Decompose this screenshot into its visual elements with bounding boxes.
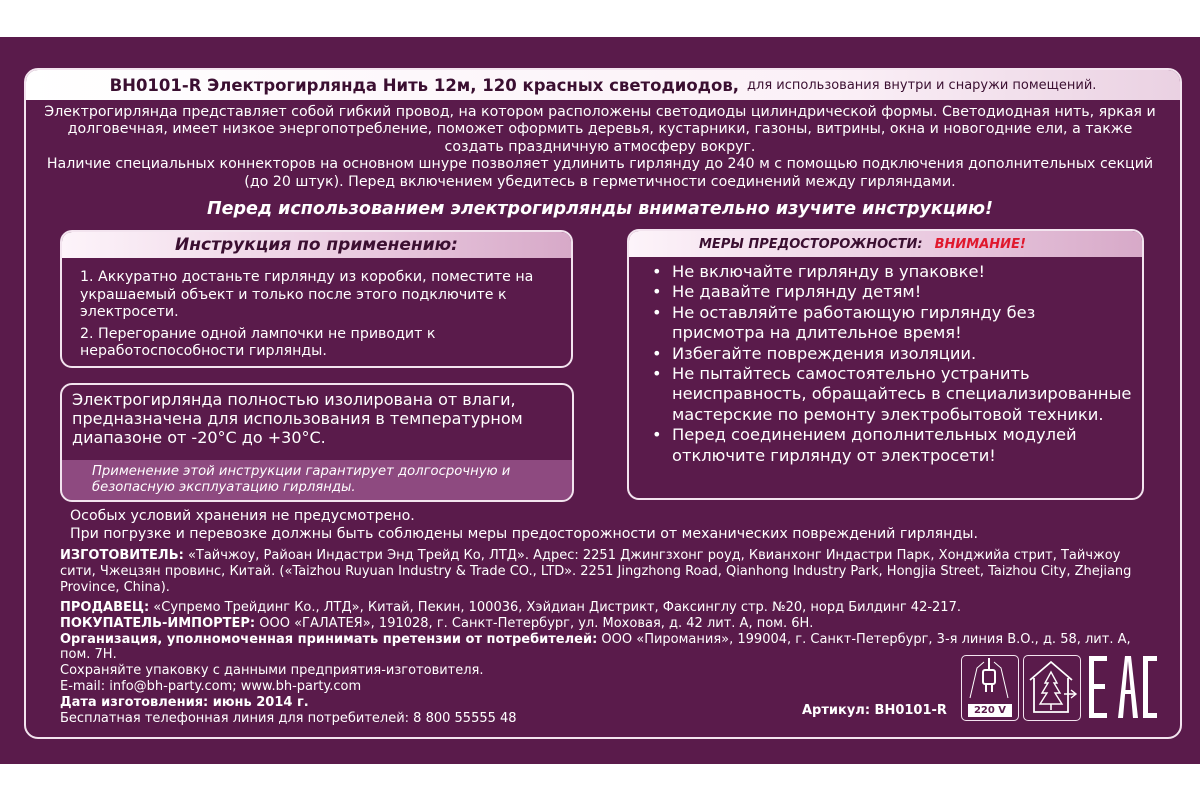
contacts-line: E-mail: info@bh-party.com; www.bh-party.com xyxy=(60,679,362,695)
importer-label: ПОКУПАТЕЛЬ-ИМПОРТЕР: xyxy=(60,615,256,631)
precaution-item: • Не оставляйте работающую гирлянду без присмотра на длительное время! xyxy=(652,303,1132,344)
product-title: BH0101-R Электрогирлянда Нить 12м, 120 красных светодиодов, xyxy=(109,75,740,95)
attention-label: ВНИМАНИЕ! xyxy=(934,236,1026,252)
plug-220v-icon xyxy=(961,655,1019,721)
precautions-heading: МЕРЫ ПРЕДОСТОРОЖНОСТИ: xyxy=(699,236,923,252)
instruction-item: 2. Перегорание одной лампочки не приводит к неработоспособности гирлянды. xyxy=(80,325,436,359)
precaution-item: • Не включайте гирлянду в упаковке! xyxy=(652,262,1132,282)
intro-paragraph-1: Электрогирлянда представляет собой гибкий провод, на котором расположены светодиоды цилиндрической формы. Светодиодная нить, яркая и долговечная, имеет низкое энергопотребление, поможет оформить деревья, кустарники, газоны, витрины, окна и новогодние ели, а также создать праздничную атмосферу вокруг. xyxy=(44,104,1156,155)
manufacturer-line xyxy=(60,548,1150,596)
seller-line xyxy=(60,600,1150,616)
manufacture-date-label: Дата изготовления: июнь 2014 г. xyxy=(60,695,309,711)
storage-notes xyxy=(70,508,1150,543)
read-instructions-warning: Перед использованием электрогирлянды внимательно изучите инструкцию! xyxy=(207,199,993,219)
moisture-text: Электрогирлянда полностью изолирована от влаги, предназначена для использования в температурном диапазоне от -20°С до +30°С. xyxy=(72,390,523,447)
seller-label: ПРОДАВЕЦ: xyxy=(60,599,150,615)
instruction-item: 1. Аккуратно достаньте гирлянду из коробки, поместите на украшаемый объект и только после этого подключите к электросети. xyxy=(80,269,534,320)
claims-org-label: Организация, уполномоченная принимать претензии от потребителей: xyxy=(60,631,598,647)
title-bar xyxy=(26,70,1180,100)
precautions-header xyxy=(629,231,1142,257)
intro-paragraph-2: Наличие специальных коннекторов на основном шнуре позволяет удлинить гирлянду до 240 м с помощью подключения дополнительных секций (до 20 штук). Перед включением убедитесь в герметичности соединений между гирляндами. xyxy=(46,156,1154,190)
precaution-item: • Не пытайтесь самостоятельно устранить неисправность, обращайтесь в специализированные мастерские по ремонту электробытовой техники. xyxy=(652,364,1132,425)
manufacturer-label: ИЗГОТОВИТЕЛЬ: xyxy=(60,548,184,563)
instructions-heading: Инструкция по применению: xyxy=(62,232,571,258)
guarantee-text: Применение этой инструкции гарантирует долгосрочную и безопасную эксплуатацию гирлянды. xyxy=(92,464,511,495)
instructions-list xyxy=(80,269,560,365)
article-number: Артикул: BH0101-R xyxy=(802,703,947,718)
intro-text xyxy=(40,104,1160,191)
precaution-item: • Не давайте гирлянду детям! xyxy=(652,282,1132,302)
precaution-item: • Перед соединением дополнительных модулей отключите гирлянду от электросети! xyxy=(652,425,1132,466)
precautions-list xyxy=(652,262,1132,466)
storage-line-2: При погрузке и перевозке должны быть соблюдены меры предосторожности от механических повреждений гирлянды. xyxy=(70,525,978,542)
product-subtitle: для использования внутри и снаружи помещений. xyxy=(747,77,1097,93)
keep-package-line: Сохраняйте упаковку с данными предприятия-изготовителя. xyxy=(60,663,484,679)
voltage-label: 220 V xyxy=(968,704,1012,717)
precaution-item: • Избегайте повреждения изоляции. xyxy=(652,344,1132,364)
manufacturer-text: «Тайчжоу, Райоан Индастри Энд Трейд Ко, ЛТД». Адрес: 2251 Джингзхонг роуд, Квианхонг Индастри Парк, Хонджийа стрит, Тайчжоу сити, Чжецзян провинс, Китай. («Taizhou Ruyuan Industry & Trade CO., LTD». 2251 Jingzhong Road, Qianhong Industry Park, Hongjia Street, Taizhou City, Zhejiang Province, China). xyxy=(60,548,1132,595)
claims-org-text: ООО «Пиромания», 199004, г. Санкт-Петербург, 3-я линия В.О., д. 58, лит. А, пом. 7Н. xyxy=(60,631,1131,663)
importer-text: ООО «ГАЛАТЕЯ», 191028, г. Санкт-Петербург, ул. Моховая, д. 42 лит. А, пом. 6Н. xyxy=(255,615,814,631)
storage-line-1: Особых условий хранения не предусмотрено. xyxy=(70,508,415,524)
eac-mark-icon xyxy=(1087,654,1159,720)
hotline-line: Бесплатная телефонная линия для потребителей: 8 800 55555 48 xyxy=(60,711,517,727)
importer-line xyxy=(60,616,1150,632)
seller-text: «Супремо Трейдинг Ко., ЛТД», Китай, Пекин, 100036, Хэйдиан Дистрикт, Факсинглу стр. №20, норд Билдинг 42-217. xyxy=(149,599,961,615)
indoor-outdoor-tree-icon xyxy=(1023,655,1081,721)
